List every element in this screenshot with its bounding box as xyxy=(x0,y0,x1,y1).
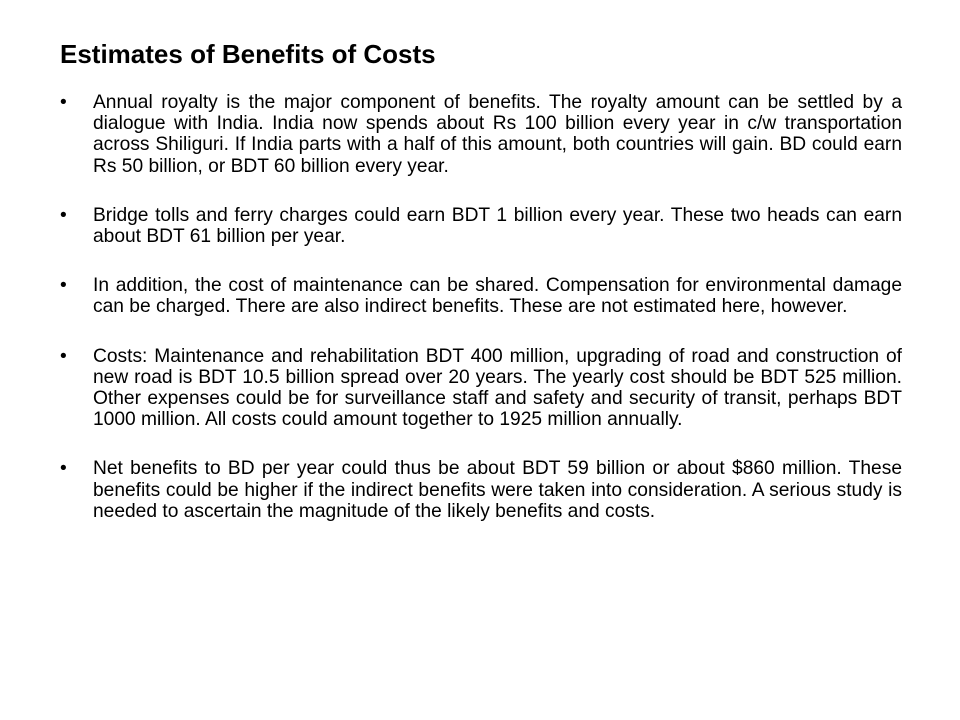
bullet-item-net-benefits xyxy=(60,458,902,522)
bullet-list xyxy=(60,92,902,522)
bullet-text: Net benefits to BD per year could thus be about BDT 59 billion or about $860 million. These benefits could be higher if the indirect benefits were taken into consideration. A serious study is needed to ascertain the magnitude of the likely benefits and costs. xyxy=(93,458,902,522)
bullet-text: Bridge tolls and ferry charges could earn BDT 1 billion every year. These two heads can earn about BDT 61 billion per year. xyxy=(93,204,902,248)
bullet-text: Costs: Maintenance and rehabilitation BDT 400 million, upgrading of road and construction of new road is BDT 10.5 billion spread over 20 years. The yearly cost should be BDT 525 million. Other expenses could be for surveillance staff and safety and security of transit, perhaps BDT 1000 million. All costs could amount together to 1925 million annually. xyxy=(93,345,902,431)
bullet-marker: • xyxy=(60,92,67,113)
bullet-marker: • xyxy=(60,458,67,480)
bullet-item-maintenance xyxy=(60,275,902,317)
slide-title: Estimates of Benefits of Costs xyxy=(60,39,436,69)
bullet-text: In addition, the cost of maintenance can be shared. Compensation for environmental damage can be charged. There are also indirect benefits. These are not estimated here, however. xyxy=(93,275,902,318)
bullet-text: Annual royalty is the major component of benefits. The royalty amount can be settled by a dialogue with India. India now spends about Rs 100 billion every year in c/w transportation across Shiliguri. If India parts with a half of this amount, both countries will gain. BD could earn Rs 50 billion, or BDT 60 billion every year. xyxy=(93,92,902,177)
bullet-item-costs xyxy=(60,346,902,431)
bullet-marker: • xyxy=(60,345,67,367)
bullet-marker: • xyxy=(60,275,67,297)
bullet-marker: • xyxy=(60,204,67,226)
bullet-item-royalty xyxy=(60,92,902,177)
bullet-item-tolls xyxy=(60,205,902,247)
